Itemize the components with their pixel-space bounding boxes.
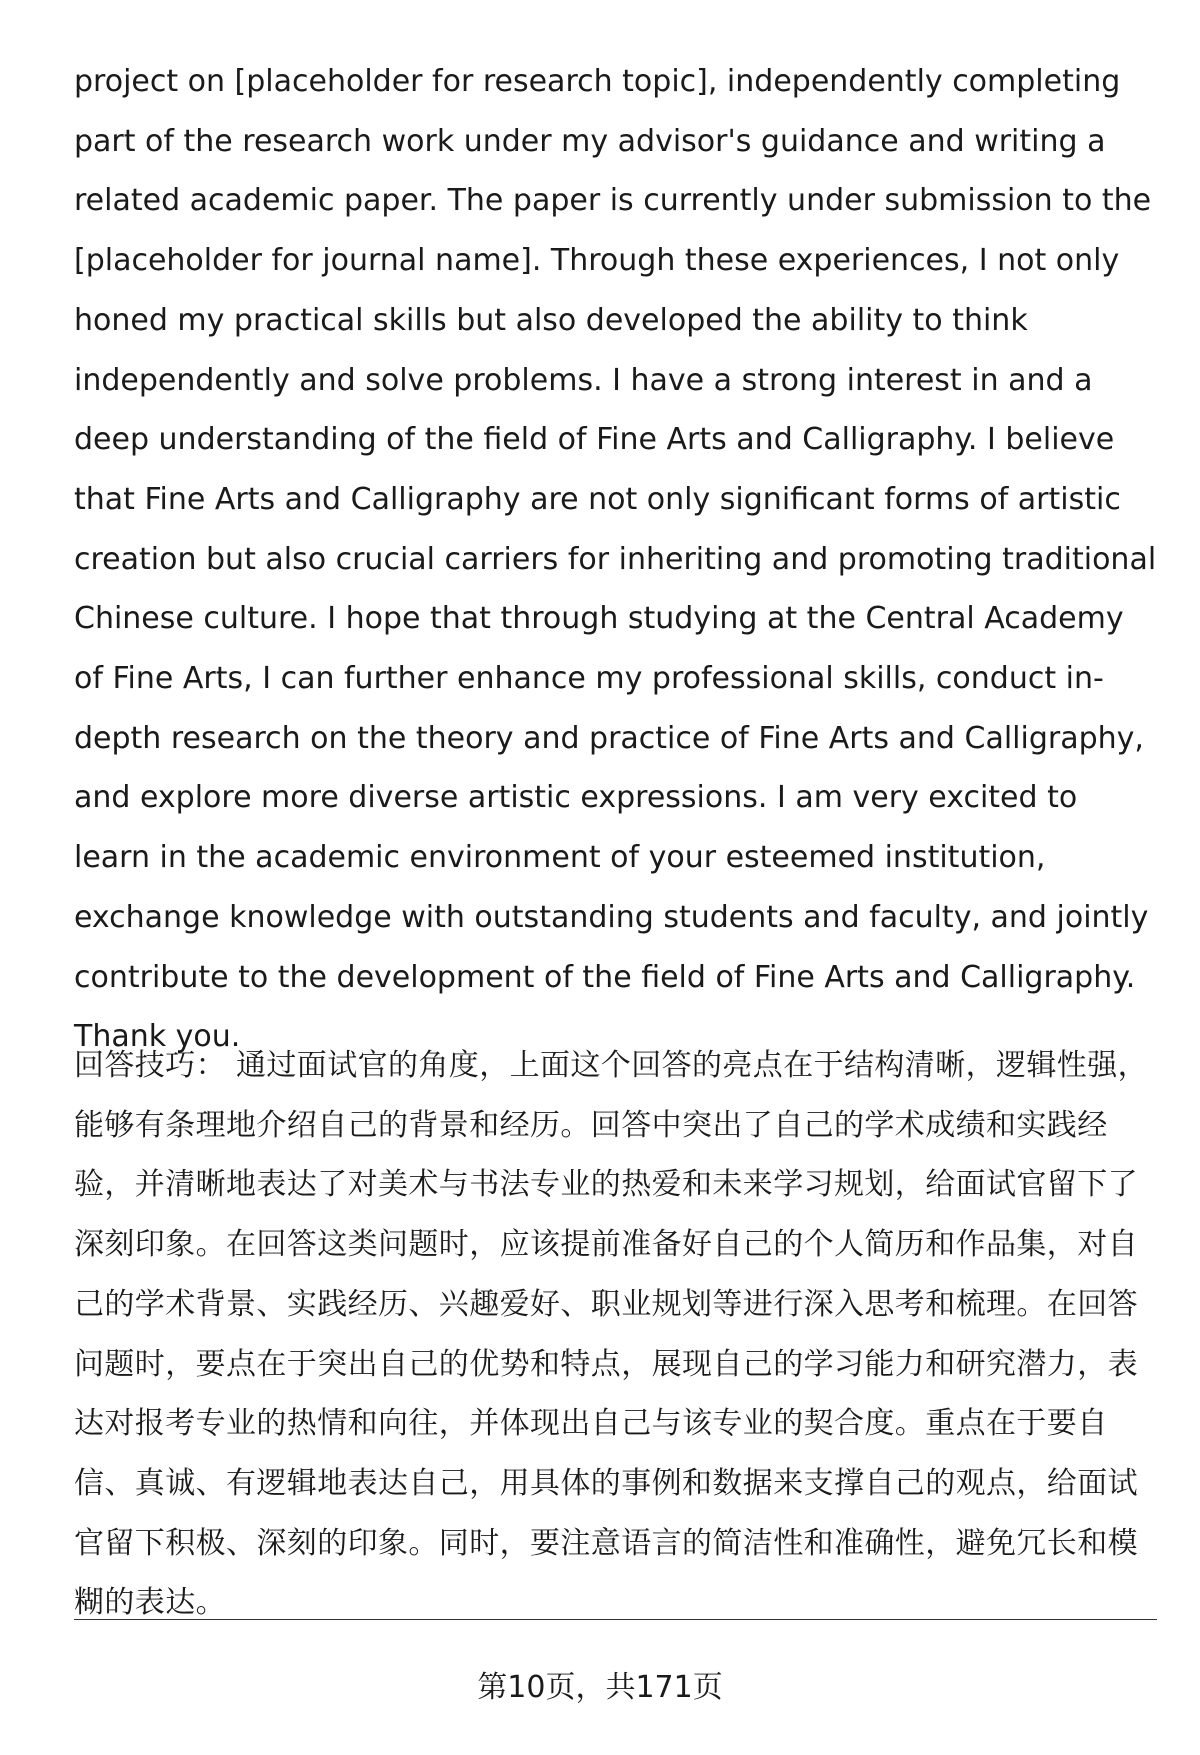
tips-label: 回答技巧： xyxy=(74,1048,226,1083)
tips-text: 通过面试官的角度，上面这个回答的亮点在于结构清晰，逻辑性强，能够有条理地介绍自己的背景和经历。回答中突出了自己的学术成绩和实践经验，并清晰地表达了对美术与书法专业的热爱和未来学习规划，给面试官留下了深刻印象。在回答这类问题时，应该提前准备好自己的个人简历和作品集，对自己的学术背景、实践经历、兴趣爱好、职业规划等进行深入思考和梳理。在回答问题时，要点在于突出自己的优势和特点，展现自己的学习能力和研究潜力，表达对报考专业的热情和向往，并体现出自己与该专业的契合度。重点在于要自信、真诚、有逻辑地表达自己，用具体的事例和数据来支撑自己的观点，给面试官留下积极、深刻的印象。同时，要注意语言的简洁性和准确性，避免冗长和模糊的表达。 xyxy=(74,1048,1148,1621)
footer-divider xyxy=(74,1619,1157,1620)
page-number: 第10页，共171页 xyxy=(477,1670,723,1705)
answer-tips-paragraph xyxy=(74,1036,1159,1633)
english-answer-paragraph: project on [placeholder for research topic], independently completing part of the research work under my advisor's guidance and writing a related academic paper. The paper is currently under submission to the [placeholder for journal name]. Through these experiences, I not only honed my practical skills but also developed the ability to think independently and solve problems. I have a strong interest in and a deep understanding of the field of Fine Arts and Calligraphy. I believe that Fine Arts and Calligraphy are not only significant forms of artistic creation but also crucial carriers for inheriting and promoting traditional Chinese culture. I hope that through studying at the Central Academy of Fine Arts, I can further enhance my professional skills, conduct in-depth research on the theory and practice of Fine Arts and Calligraphy, and explore more diverse artistic expressions. I am very excited to learn in the academic environment of your esteemed institution, exchange knowledge with outstanding students and faculty, and jointly contribute to the development of the field of Fine Arts and Calligraphy. Thank you. xyxy=(74,64,1157,1055)
